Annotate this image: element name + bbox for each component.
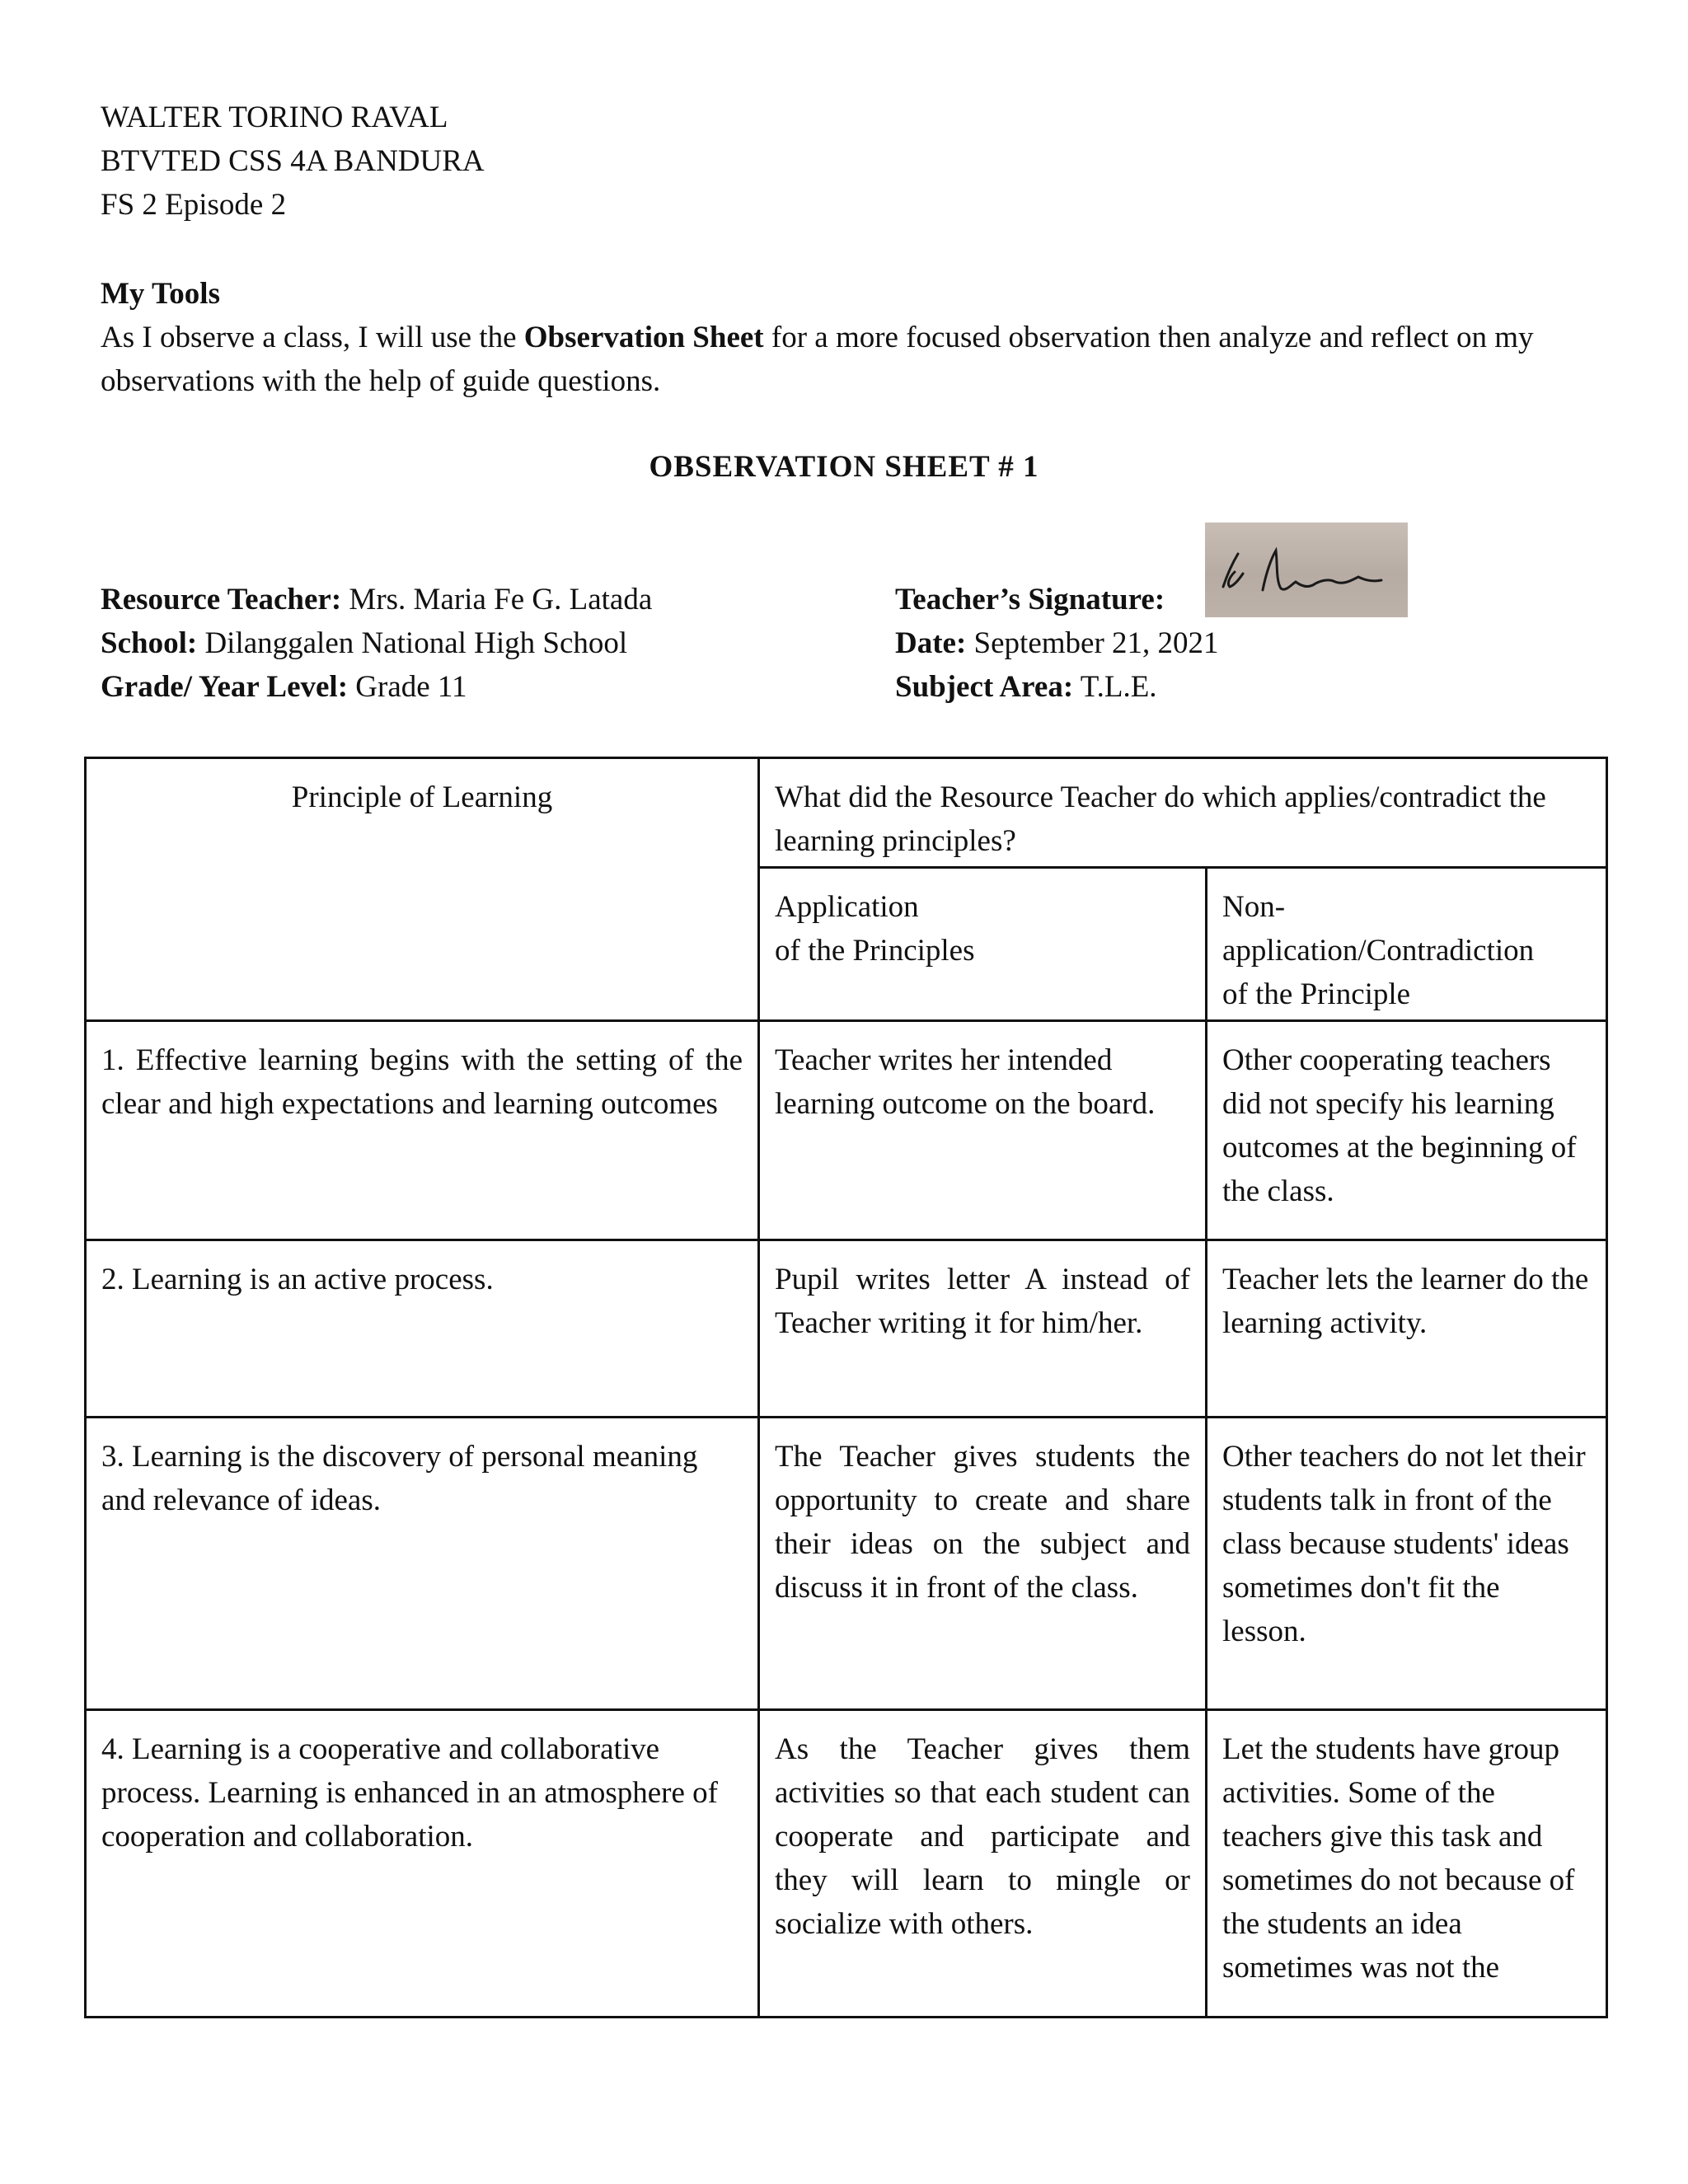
- grade-value: Grade 11: [348, 670, 467, 704]
- header-principle: Principle of Learning: [86, 758, 759, 1021]
- my-tools-heading: My Tools: [101, 277, 220, 311]
- school-label: School:: [101, 626, 198, 660]
- student-name: WALTER TORINO RAVAL: [101, 101, 448, 134]
- application-cell: As the Teacher gives them activities so that each student can cooperate and participate and they will learn to mingle or socialize with others.: [759, 1710, 1207, 2018]
- application-cell: Teacher writes her intended learning outcome on the board.: [759, 1021, 1207, 1240]
- principle-cell: 2. Learning is an active process.: [86, 1240, 759, 1418]
- course-section: BTVTED CSS 4A BANDURA: [101, 144, 485, 178]
- resource-teacher-value: Mrs. Maria Fe G. Latada: [341, 583, 653, 616]
- subject-row: [895, 665, 1219, 709]
- principle-cell: 4. Learning is a cooperative and collaborative process. Learning is enhanced in an atmosphere of cooperation and collaboration.: [86, 1710, 759, 2018]
- observation-sheet-title: OBSERVATION SHEET # 1: [649, 450, 1039, 484]
- principle-cell: 3. Learning is the discovery of personal meaning and relevance of ideas.: [86, 1418, 759, 1710]
- grade-label: Grade/ Year Level:: [101, 670, 349, 704]
- header-question: What did the Resource Teacher do which applies/contradict the learning principles?: [759, 758, 1607, 868]
- info-right-column: [895, 578, 1219, 709]
- grade-row: [101, 665, 652, 709]
- principle-cell: 1. Effective learning begins with the setting of the clear and high expectations and learning outcomes: [86, 1021, 759, 1240]
- my-tools-text-start: As I observe a class, I will use the: [101, 321, 524, 354]
- table-row: [86, 1021, 1607, 1240]
- teacher-signature-image: [1205, 523, 1408, 617]
- nonapplication-cell: Other cooperating teachers did not specify his learning outcomes at the beginning of the class.: [1207, 1021, 1607, 1240]
- resource-teacher-row: [101, 578, 652, 621]
- school-value: Dilanggalen National High School: [197, 626, 628, 660]
- date-label: Date:: [895, 626, 967, 660]
- header-application: Application of the Principles: [759, 868, 1207, 1021]
- application-cell: The Teacher gives students the opportunity to create and share their ideas on the subject and discuss it in front of the class.: [759, 1418, 1207, 1710]
- nonapplication-cell: Let the students have group activities. Some of the teachers give this task and sometimes do not because of the students an idea sometimes was not the: [1207, 1710, 1607, 2018]
- table-row: [86, 1240, 1607, 1418]
- info-left-column: [101, 578, 652, 709]
- signature-row: [895, 578, 1219, 621]
- subject-label: Subject Area:: [895, 670, 1074, 704]
- date-row: [895, 621, 1219, 665]
- table-header-row: [86, 758, 1607, 868]
- resource-teacher-label: Resource Teacher:: [101, 583, 342, 616]
- nonapplication-cell: Teacher lets the learner do the learning activity.: [1207, 1240, 1607, 1418]
- application-cell: Pupil writes letter A instead of Teacher writing it for him/her.: [759, 1240, 1207, 1418]
- table-row: [86, 1418, 1607, 1710]
- nonapplication-cell: Other teachers do not let their students talk in front of the class because students' ideas sometimes don't fit the lesson.: [1207, 1418, 1607, 1710]
- signature-scribble: [1205, 523, 1408, 617]
- school-row: [101, 621, 652, 665]
- my-tools-paragraph: [101, 316, 1568, 403]
- my-tools-text-end: for a more focused observation then analyze and reflect on my observations with the help of guide questions.: [101, 321, 1534, 398]
- signature-label: Teacher’s Signature:: [895, 583, 1165, 616]
- observation-sheet-term: Observation Sheet: [523, 321, 764, 354]
- episode-label: FS 2 Episode 2: [101, 188, 287, 222]
- observation-table: [84, 757, 1608, 2018]
- header-nonapplication: Non- application/Contradiction of the Principle: [1207, 868, 1607, 1021]
- table-row: [86, 1710, 1607, 2018]
- student-header: [101, 96, 485, 227]
- my-tools-section: [101, 272, 1568, 403]
- subject-value: T.L.E.: [1073, 670, 1157, 704]
- date-value: September 21, 2021: [966, 626, 1219, 660]
